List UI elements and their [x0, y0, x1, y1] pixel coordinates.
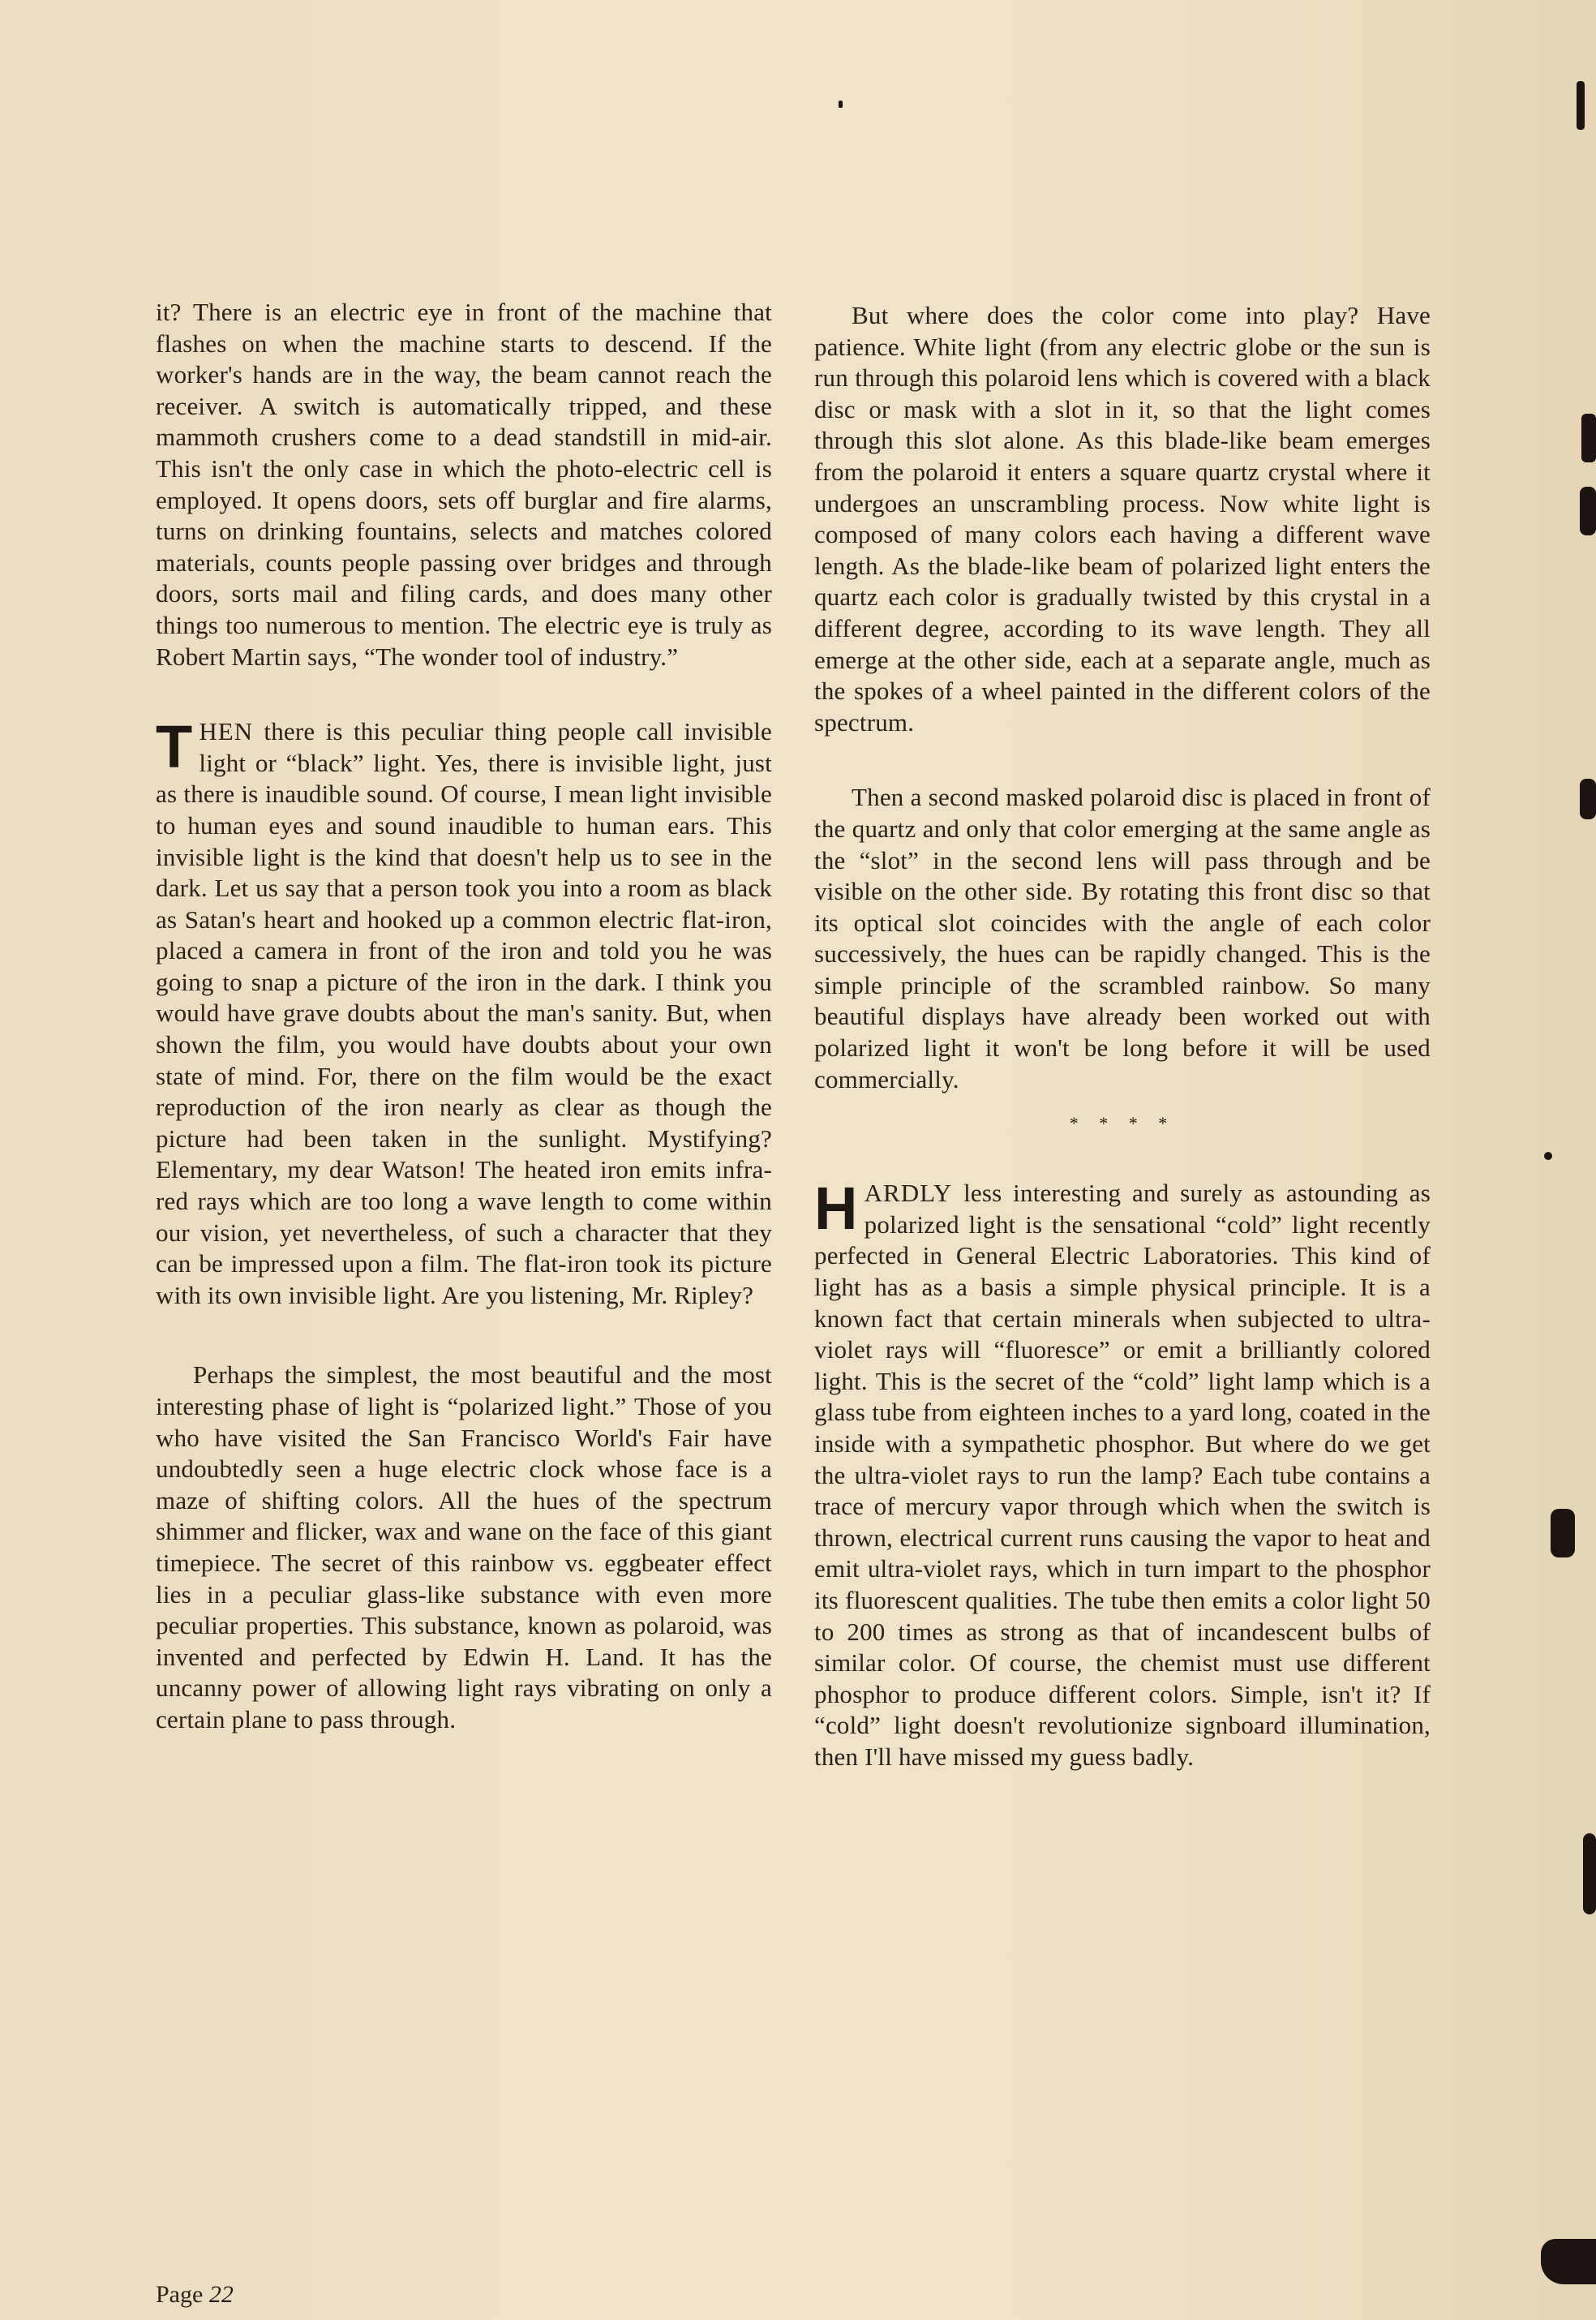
page-label: Page — [156, 2281, 204, 2308]
left-paragraph-3: Perhaps the simplest, the most beautiful and the most interesting phase of light is “polarized light.” Those of you who have visited the San Francisco World's Fair have undoubtedly seen a huge electric clock whose face is a maze of shifting colors. All the hues of the spectrum shimmer and flicker, wax and wane on the face of this giant timepiece. The secret of this rainbow vs. eggbeater effect lies in a peculiar glass-like substance with even more peculiar properties. This substance, known as polaroid, was invented and perfected by Edwin H. Land. It has the uncanny power of allowing light rays vibrating on only a certain plane to pass through. — [156, 1360, 772, 1734]
page-number: 22 — [208, 2281, 234, 2308]
right-paragraph-1: But where does the color come into play? Have patience. White light (from any electric globe or the sun is run through this polaroid lens which is covered with a black disc or mask with a slot in it, so that the light comes through this slot alone. As this blade-like beam emerges from the polaroid it enters a square quartz crystal where it undergoes an unscrambling process. Now white light is composed of many colors each having a different wave length. As the blade-like beam of polarized light enters the quartz each color is gradually twisted by this crystal in a different degree, according to its wave length. They all emerge at the other side, each at a separate angle, much as the spokes of a wheel painted in the different colors of the spectrum. — [814, 301, 1431, 737]
right-column — [814, 300, 1431, 1773]
edge-damage-mark — [1577, 81, 1585, 130]
drop-cap-h: H — [814, 1175, 858, 1243]
left-column — [156, 297, 772, 1736]
right-paragraph-3-text: less interesting and surely as astounding as polarized light is the sensational “cold” light recently perfected in General Electric Laboratories. This kind of light has as a basis a simple physical principle. It is a known fact that certain minerals when subjected to ultra-violet rays will “fluoresce” or emit a brilliantly colored light. This is the secret of the “cold” light lamp which is a glass tube from eighteen inches to a yard long, coated in the inside with a sympathetic phosphor. But where do we get the ultra-violet rays to run the lamp? Each tube contains a trace of mercury vapor through which when the switch is thrown, electrical current runs causing the vapor to heat and emit ultra-violet rays, which in turn impart to the phosphor its fluorescent qualities. The tube then emits a color light 50 to 200 times as strong as that of incandescent bulbs of similar color. Of course, the chemist must use different phosphor to produce different colors. Simple, isn't it? If “cold” light doesn't revolutionize signboard illumination, then I'll have missed my guess badly. — [814, 1179, 1431, 1771]
drop-cap-continuation: ARDLY — [864, 1179, 953, 1208]
edge-damage-mark — [1583, 1833, 1596, 1914]
edge-damage-mark — [1544, 1152, 1552, 1160]
edge-damage-mark — [1551, 1509, 1575, 1557]
page-footer — [156, 2281, 234, 2309]
edge-damage-mark — [1580, 779, 1596, 819]
section-separator: * * * * — [1069, 1113, 1176, 1134]
right-paragraph-2: Then a second masked polaroid disc is placed in front of the quartz and only that color emerging at the same angle as the “slot” in the second lens will pass through and be visible on the other side. By rotating this front disc so that its optical slot coincides with the angle of each color successively, the hues can be rapidly changed. This is the simple principle of the scrambled rainbow. So many beautiful displays have already been worked out with polarized light it won't be long before it will be used commercially. — [814, 783, 1431, 1093]
edge-damage-mark — [1581, 414, 1596, 462]
edge-damage-mark — [1541, 2239, 1596, 2284]
edge-damage-mark — [839, 101, 843, 108]
left-paragraph-1: it? There is an electric eye in front of the machine that flashes on when the machine starts to descend. If the worker's hands are in the way, the beam cannot reach the receiver. A switch is automatically tripped, and these mammoth crushers come to a dead standstill in mid-air. This isn't the only case in which the photo-electric cell is employed. It opens doors, sets off burglar and fire alarms, turns on drinking fountains, selects and matches colored materials, counts people passing over bridges and through doors, sorts mail and filing cards, and does many other things too numerous to mention. The electric eye is truly as Robert Martin says, “The wonder tool of industry.” — [156, 298, 772, 671]
drop-cap-t: T — [156, 713, 193, 781]
edge-damage-mark — [1580, 487, 1596, 535]
left-paragraph-2-text: there is this peculiar thing people call invisible light or “black” light. Yes, there is invisible light, just as there is inaudible sound. Of course, I mean light invisible to human eyes and sound inaudible to human ears. This invisible light is the kind that doesn't help us to see in the dark. Let us say that a person took you into a room as black as Satan's heart and hooked up a common electric flat-iron, placed a camera in front of the iron and told you he was going to snap a picture of the iron in the dark. I think you would have grave doubts about the man's sanity. But, when shown the film, you would have doubts about your own state of mind. For, there on the film would be the exact reproduction of the iron nearly as clear as though the picture had been taken in the sunlight. Mystifying? Elementary, my dear Watson! The heated iron emits infra-red rays which are too long a wave length to come within our vision, yet nevertheless, of such a character that they can be impressed upon a film. The flat-iron took its picture with its own invisible light. Are you listening, Mr. Ripley? — [156, 717, 772, 1309]
left-paragraph-2 — [156, 713, 772, 1311]
drop-cap-continuation: HEN — [199, 717, 254, 746]
right-paragraph-3 — [814, 1175, 1431, 1772]
